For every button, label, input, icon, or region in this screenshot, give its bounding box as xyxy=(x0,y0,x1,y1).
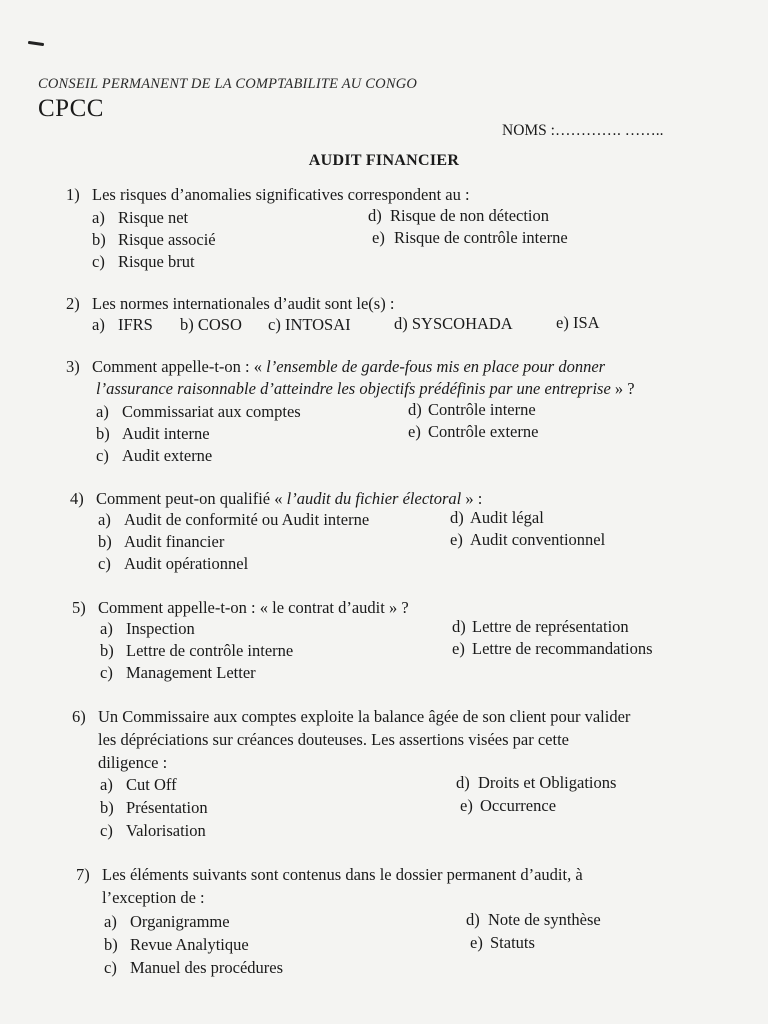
option-6d: d) Droits et Obligations xyxy=(456,773,617,792)
option-2e: e) ISA xyxy=(556,313,600,332)
question-5: 5) Comment appelle-t-on : « le contrat d’audit » ? xyxy=(72,598,409,617)
option-7c: c) Manuel des procédures xyxy=(104,958,284,977)
option-5d: d) Lettre de représentation xyxy=(452,617,629,636)
question-3-continued: l’assurance raisonnable d’atteindre les objectifs prédéfinis par une entreprise » ? xyxy=(96,379,635,398)
option-6a: a) Cut Off xyxy=(100,775,177,794)
option-3d: d) Contrôle interne xyxy=(408,400,536,419)
option-4c: c) Audit opérationnel xyxy=(98,554,249,573)
option-7a: a) Organigramme xyxy=(104,912,230,931)
option-3a: a) Commissariat aux comptes xyxy=(96,402,301,421)
option-4b: b) Audit financier xyxy=(98,532,225,551)
question-6-line-3: diligence : xyxy=(98,753,168,772)
option-2a: a) IFRS xyxy=(92,315,153,334)
question-number: 1) xyxy=(66,185,80,204)
question-3: 3) Comment appelle-t-on : « l’ensemble de garde-fous mis en place pour donner xyxy=(66,357,606,376)
option-2b: b) COSO xyxy=(180,315,242,334)
option-6e: e) Occurrence xyxy=(460,796,557,815)
option-1b: b) Risque associé xyxy=(92,230,216,249)
noms-field: NOMS :…………. …….. xyxy=(502,122,664,139)
option-5c: c) Management Letter xyxy=(100,663,256,682)
option-7e: e) Statuts xyxy=(470,933,535,952)
question-text: Les normes internationales d’audit sont le(s) : xyxy=(92,294,395,313)
question-text: Les risques d’anomalies significatives correspondent au : xyxy=(92,185,470,204)
option-5b: b) Lettre de contrôle interne xyxy=(100,641,294,660)
question-7: 7) Les éléments suivants sont contenus dans le dossier permanent d’audit, à xyxy=(76,865,583,884)
option-6b: b) Présentation xyxy=(100,798,208,817)
question-2: 2) Les normes internationales d’audit sont le(s) : xyxy=(66,294,395,313)
option-3e: e) Contrôle externe xyxy=(408,422,539,441)
question-text: Comment appelle-t-on : « le contrat d’audit » ? xyxy=(98,598,409,617)
option-2c: c) INTOSAI xyxy=(268,315,351,334)
option-1d: d) Risque de non détection xyxy=(368,206,550,225)
question-7-line-2: l’exception de : xyxy=(102,888,205,907)
option-3b: b) Audit interne xyxy=(96,424,210,443)
question-6: 6) Un Commissaire aux comptes exploite la balance âgée de son client pour valider xyxy=(72,707,631,726)
option-1c: c) Risque brut xyxy=(92,252,195,271)
question-6-line-2: les dépréciations sur créances douteuses. Les assertions visées par cette xyxy=(98,730,569,749)
organization-name: CONSEIL PERMANENT DE LA COMPTABILITE AU CONGO xyxy=(38,76,418,92)
option-5a: a) Inspection xyxy=(100,619,195,638)
option-4e: e) Audit conventionnel xyxy=(450,530,606,549)
question-1 xyxy=(66,184,470,206)
option-1a: a) Risque net xyxy=(92,208,189,227)
option-1e: e) Risque de contrôle interne xyxy=(372,228,568,247)
option-7d: d) Note de synthèse xyxy=(466,910,601,929)
option-4a: a) Audit de conformité ou Audit interne xyxy=(98,510,370,529)
option-6c: c) Valorisation xyxy=(100,821,206,840)
option-7b: b) Revue Analytique xyxy=(104,935,249,954)
option-3c: c) Audit externe xyxy=(96,446,213,465)
option-5e: e) Lettre de recommandations xyxy=(452,639,653,658)
option-4d: d) Audit légal xyxy=(450,508,544,527)
pen-mark xyxy=(28,41,44,46)
page-title: AUDIT FINANCIER xyxy=(308,152,460,169)
option-2d: d) SYSCOHADA xyxy=(394,314,513,333)
question-4: 4) Comment peut-on qualifié « l’audit du fichier électoral » : xyxy=(70,489,483,508)
organization-acronym: CPCC xyxy=(38,95,104,122)
